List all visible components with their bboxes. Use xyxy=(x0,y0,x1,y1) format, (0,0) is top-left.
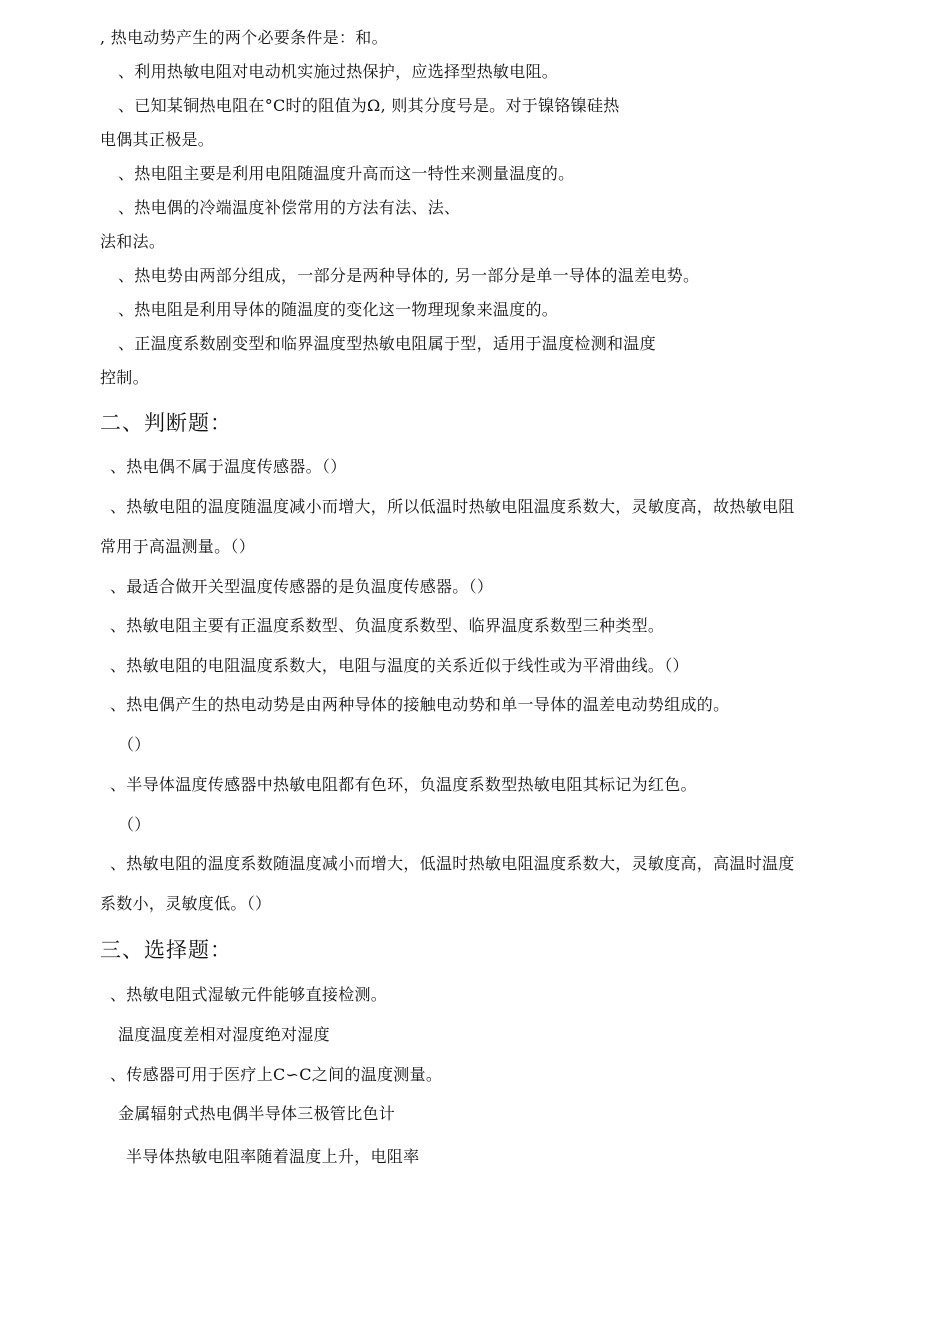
fill-in-line-9: 、热电阻是利用导体的随温度的变化这一物理现象来温度的。 xyxy=(118,300,559,319)
section-3-title: 三、选择题： xyxy=(100,938,232,962)
judge-line-12: 系数小，灵敏度低。（） xyxy=(100,894,272,913)
fill-in-line-11: 控制。 xyxy=(100,368,149,387)
fill-in-line-10: 、正温度系数剧变型和临界温度型热敏电阻属于型，适用于温度检测和温度 xyxy=(118,334,656,353)
choice-line-3: 、传感器可用于医疗上C∽C之间的温度测量。 xyxy=(110,1065,443,1084)
judge-line-1: 、热电偶不属于温度传感器。（） xyxy=(110,457,347,476)
judge-line-11: 、热敏电阻的温度系数随温度减小而增大，低温时热敏电阻温度系数大，灵敏度高，高温时温度 xyxy=(110,854,795,873)
section-2-title: 二、判断题： xyxy=(100,411,232,435)
fill-in-line-1: , 热电动势产生的两个必要条件是：和。 xyxy=(100,28,388,47)
choice-line-2: 温度温度差相对湿度绝对湿度 xyxy=(118,1025,330,1044)
fill-in-line-6: 、热电偶的冷端温度补偿常用的方法有法、法、 xyxy=(118,198,461,217)
fill-in-line-4: 电偶其正极是。 xyxy=(100,130,215,149)
judge-line-4: 、最适合做开关型温度传感器的是负温度传感器。（） xyxy=(110,577,494,596)
choice-line-4: 金属辐射式热电偶半导体三极管比色计 xyxy=(118,1104,396,1123)
fill-in-line-8: 、热电势由两部分组成，一部分是两种导体的, 另一部分是单一导体的温差电势。 xyxy=(118,266,700,285)
judge-line-7: 、热电偶产生的热电动势是由两种导体的接触电动势和单一导体的温差电动势组成的。 xyxy=(110,695,730,714)
fill-in-line-7: 法和法。 xyxy=(100,232,166,251)
judge-line-9: 、半导体温度传感器中热敏电阻都有色环，负温度系数型热敏电阻其标记为红色。 xyxy=(110,775,697,794)
fill-in-line-5: 、热电阻主要是利用电阻随温度升高而这一特性来测量温度的。 xyxy=(118,164,575,183)
choice-line-1: 、热敏电阻式湿敏元件能够直接检测。 xyxy=(110,985,388,1004)
judge-line-10: （） xyxy=(118,815,151,834)
judge-line-5: 、热敏电阻主要有正温度系数型、负温度系数型、临界温度系数型三种类型。 xyxy=(110,616,665,635)
choice-line-5: 半导体热敏电阻率随着温度上升，电阻率 xyxy=(126,1147,420,1166)
judge-line-2: 、热敏电阻的温度随温度减小而增大，所以低温时热敏电阻温度系数大，灵敏度高，故热敏电阻 xyxy=(110,497,795,516)
judge-line-6: 、热敏电阻的电阻温度系数大，电阻与温度的关系近似于线性或为平滑曲线。（） xyxy=(110,656,689,675)
fill-in-line-2: 、利用热敏电阻对电动机实施过热保护，应选择型热敏电阻。 xyxy=(118,62,559,81)
judge-line-3: 常用于高温测量。（） xyxy=(100,537,256,556)
judge-line-8: （） xyxy=(118,735,151,754)
fill-in-line-3: 、已知某铜热电阻在°C时的阻值为Ω, 则其分度号是。对于镍铬镍硅热 xyxy=(118,96,620,115)
